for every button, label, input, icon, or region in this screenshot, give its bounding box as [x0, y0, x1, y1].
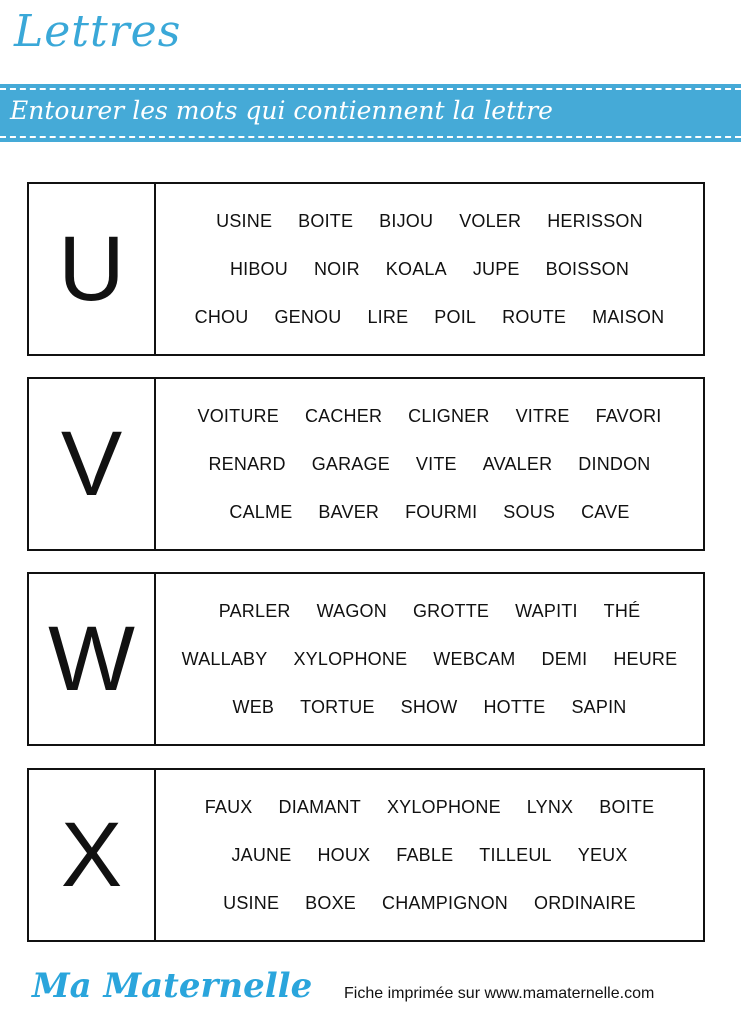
word-item[interactable]: AVALER — [482, 453, 553, 474]
word-line — [156, 683, 703, 731]
word-item[interactable]: PARLER — [218, 600, 291, 621]
word-item[interactable]: KOALA — [385, 258, 447, 279]
word-item[interactable]: FAUX — [204, 796, 253, 817]
word-item[interactable]: SHOW — [400, 696, 458, 717]
word-item[interactable]: BIJOU — [379, 210, 434, 231]
word-item[interactable]: CACHER — [304, 405, 383, 426]
word-item[interactable]: BOXE — [305, 892, 356, 913]
word-item[interactable]: JAUNE — [231, 844, 292, 865]
word-item[interactable]: HEURE — [613, 648, 678, 669]
word-line — [156, 831, 703, 879]
word-item[interactable]: GARAGE — [311, 453, 390, 474]
word-item[interactable]: XYLOPHONE — [386, 796, 501, 817]
word-item[interactable]: HIBOU — [229, 258, 288, 279]
word-item[interactable]: CHAMPIGNON — [382, 892, 509, 913]
word-item[interactable]: HOTTE — [483, 696, 546, 717]
word-line — [156, 635, 703, 683]
word-item[interactable]: TORTUE — [300, 696, 375, 717]
word-item[interactable]: WALLABY — [181, 648, 268, 669]
word-item[interactable]: FABLE — [396, 844, 454, 865]
word-item[interactable]: HERISSON — [547, 210, 643, 231]
word-item[interactable]: VITRE — [515, 405, 570, 426]
word-item[interactable]: THÉ — [603, 600, 641, 621]
word-item[interactable]: HOUX — [317, 844, 371, 865]
word-item[interactable]: WAPITI — [515, 600, 578, 621]
word-item[interactable]: WEB — [232, 696, 275, 717]
instruction-text: Entourer les mots qui contiennent la lettre — [10, 96, 553, 125]
word-item[interactable]: WEBCAM — [433, 648, 516, 669]
word-line — [156, 245, 703, 293]
target-letter: U — [29, 184, 156, 354]
word-line — [156, 197, 703, 245]
word-item[interactable]: VITE — [415, 453, 457, 474]
word-item[interactable]: DINDON — [578, 453, 651, 474]
word-item[interactable]: ORDINAIRE — [534, 892, 636, 913]
word-item[interactable]: VOITURE — [197, 405, 279, 426]
word-item[interactable]: CAVE — [581, 501, 630, 522]
word-item[interactable]: USINE — [223, 892, 280, 913]
word-item[interactable]: GROTTE — [412, 600, 490, 621]
word-item[interactable]: ROUTE — [502, 306, 567, 327]
letter-row-v — [27, 377, 705, 551]
word-line — [156, 392, 703, 440]
word-item[interactable]: VOLER — [459, 210, 522, 231]
word-item[interactable]: FOURMI — [405, 501, 478, 522]
word-item[interactable]: JUPE — [472, 258, 520, 279]
word-item[interactable]: LIRE — [367, 306, 409, 327]
word-item[interactable]: USINE — [216, 210, 273, 231]
word-item[interactable]: CHOU — [194, 306, 249, 327]
word-line — [156, 879, 703, 927]
word-item[interactable]: FAVORI — [595, 405, 662, 426]
word-line — [156, 488, 703, 536]
word-item[interactable]: POIL — [434, 306, 477, 327]
target-letter: X — [29, 770, 156, 940]
word-line — [156, 440, 703, 488]
word-item[interactable]: RENARD — [208, 453, 286, 474]
word-line — [156, 783, 703, 831]
word-item[interactable]: CALME — [229, 501, 293, 522]
word-item[interactable]: DEMI — [541, 648, 588, 669]
word-item[interactable]: BAVER — [318, 501, 380, 522]
word-item[interactable]: XYLOPHONE — [293, 648, 408, 669]
word-item[interactable]: LYNX — [526, 796, 574, 817]
word-item[interactable]: SOUS — [503, 501, 556, 522]
word-item[interactable]: NOIR — [313, 258, 360, 279]
target-letter: V — [29, 379, 156, 549]
word-line — [156, 293, 703, 341]
word-item[interactable]: BOITE — [298, 210, 354, 231]
word-list — [156, 184, 703, 354]
word-list — [156, 574, 703, 744]
instruction-banner — [0, 88, 741, 138]
word-line — [156, 587, 703, 635]
word-item[interactable]: GENOU — [274, 306, 342, 327]
word-list — [156, 379, 703, 549]
word-list — [156, 770, 703, 940]
word-item[interactable]: TILLEUL — [479, 844, 552, 865]
page-title: Lettres — [14, 6, 182, 57]
word-item[interactable]: BOITE — [599, 796, 655, 817]
word-item[interactable]: YEUX — [577, 844, 628, 865]
word-item[interactable]: DIAMANT — [278, 796, 361, 817]
letter-row-x — [27, 768, 705, 942]
word-item[interactable]: MAISON — [592, 306, 665, 327]
brand-logo: Ma Maternelle — [32, 966, 313, 1006]
word-item[interactable]: BOISSON — [545, 258, 630, 279]
target-letter: W — [29, 574, 156, 744]
word-item[interactable]: CLIGNER — [408, 405, 490, 426]
word-item[interactable]: WAGON — [316, 600, 387, 621]
letter-row-w — [27, 572, 705, 746]
footer-text: Fiche imprimée sur www.mamaternelle.com — [344, 985, 655, 1002]
letter-row-u — [27, 182, 705, 356]
word-item[interactable]: SAPIN — [571, 696, 627, 717]
